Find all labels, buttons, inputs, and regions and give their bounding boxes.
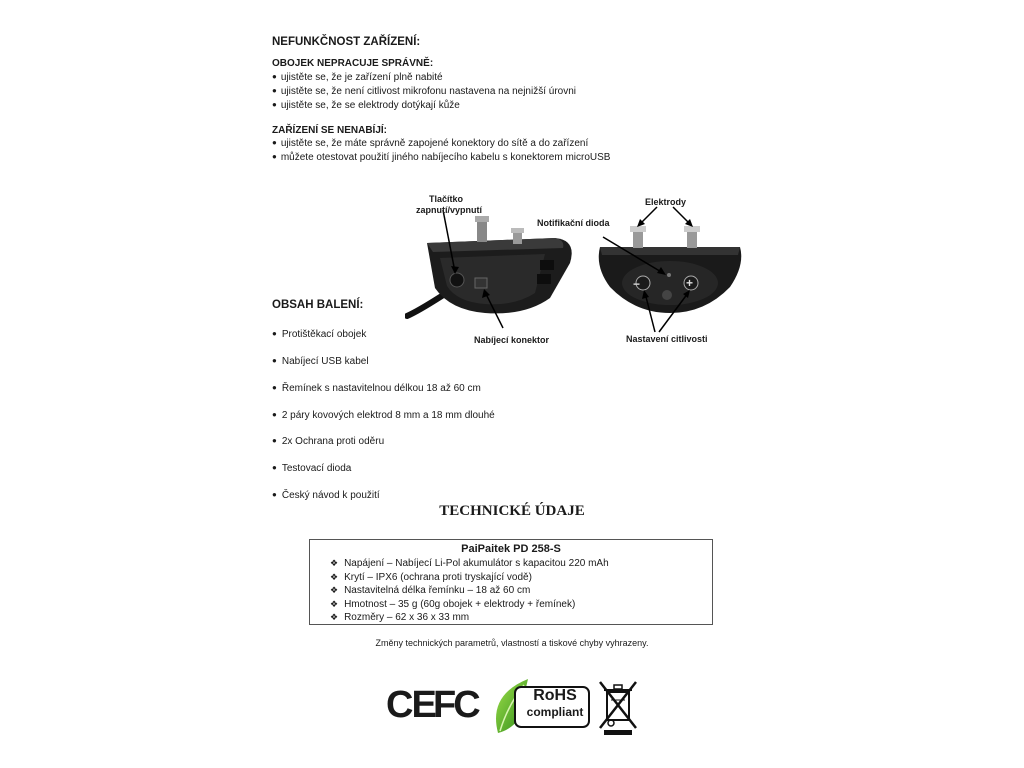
electrodes-label: Elektrody — [645, 197, 687, 207]
bullet: ● — [272, 383, 277, 392]
sensitivity-label: Nastavení citlivosti — [626, 334, 708, 344]
package-item-text: Protištěkací obojek — [281, 329, 367, 340]
technical-box — [309, 539, 713, 625]
spec-item — [330, 584, 712, 598]
collar-back-photo — [595, 195, 745, 340]
package-item — [272, 356, 369, 367]
spec-item — [330, 557, 712, 571]
rohs-text: RoHS — [533, 687, 577, 704]
spec-text: Nastavitelná délka řemínku – 18 až 60 cm — [344, 585, 531, 596]
package-item — [272, 436, 384, 447]
spec-text: Hmotnost – 35 g (60g obojek + elektrody + řemínek) — [344, 598, 576, 610]
package-title: OBSAH BALENÍ: — [272, 299, 364, 311]
spec-text: Rozměry – 62 x 36 x 33 mm — [344, 612, 470, 623]
list-item: ● ujistěte se, že máte správně zapojené konektory do sítě a do zařízení — [272, 137, 610, 151]
package-item-text: 2x Ochrana proti oděru — [281, 436, 385, 447]
power-button-label-line2: zapnutí/vypnutí — [416, 205, 482, 215]
spec-text: Krytí – IPX6 (ochrana proti tryskající vodě) — [344, 571, 532, 583]
package-item-text: Testovací dioda — [281, 463, 352, 474]
bullet: ● — [272, 490, 277, 499]
list-item: ● ujistěte se, že je zařízení plně nabité — [272, 71, 576, 85]
spec-list — [330, 557, 712, 625]
list-item: ● ujistěte se, že se elektrody dotýkají kůže — [272, 99, 576, 113]
package-item-text: 2 páry kovových elektrod 8 mm a 18 mm dlouhé — [281, 410, 495, 421]
spec-item — [330, 571, 712, 585]
technical-title: TECHNICKÉ ÚDAJE — [439, 503, 585, 519]
bullet: ● — [272, 436, 277, 445]
bullet: ❖ — [330, 585, 339, 595]
bullet: ❖ — [330, 612, 339, 622]
list-item: ● můžete otestovat použití jiného nabíjecího kabelu s konektorem microUSB — [272, 151, 610, 165]
package-item — [272, 490, 380, 501]
package-item — [272, 463, 351, 474]
weee-bin-icon — [598, 678, 640, 736]
package-item-text: Český návod k použití — [281, 490, 380, 501]
disclaimer-note: Změny technických parametrů, vlastností a tiskové chyby vyhrazeny. — [375, 638, 649, 648]
spec-text: Napájení – Nabíjecí Li-Pol akumulátor s kapacitou 220 mAh — [344, 558, 609, 569]
package-item — [272, 329, 366, 340]
package-item-text: Nabíjecí USB kabel — [281, 356, 369, 367]
bullet: ❖ — [330, 598, 339, 609]
bullet: ● — [272, 356, 277, 365]
package-item-text: Řemínek s nastavitelnou délkou 18 až 60 cm — [281, 383, 481, 394]
package-item — [272, 410, 495, 421]
bullet: ● — [272, 463, 277, 472]
bullet: ❖ — [330, 571, 339, 582]
model-name: PaiPaitek PD 258-S — [461, 543, 561, 555]
spec-item — [330, 611, 712, 625]
fcc-logo: FC — [433, 684, 478, 726]
notification-led-label: Notifikační dioda — [537, 218, 610, 228]
rohs-compliant-text: compliant — [526, 705, 584, 719]
bullet: ● — [272, 410, 277, 419]
collar-list — [272, 71, 576, 113]
charging-list — [272, 137, 610, 165]
bullet: ● — [272, 329, 277, 338]
power-button-label-line1: Tlačítko — [428, 194, 463, 204]
package-item — [272, 383, 481, 394]
collar-heading: OBOJEK NEPRACUJE SPRÁVNĚ: — [272, 58, 434, 69]
minus-button: − — [633, 277, 641, 291]
list-item: ● ujistěte se, že není citlivost mikrofonu nastavena na nejnižší úrovni — [272, 85, 576, 99]
charging-heading: ZAŘÍZENÍ SE NENABÍJÍ: — [272, 125, 388, 136]
charging-connector-label: Nabíjecí konektor — [474, 335, 550, 345]
plus-button: + — [686, 276, 694, 290]
ce-logo: CE — [386, 684, 435, 726]
spec-item — [330, 598, 712, 612]
troubleshooting-title: NEFUNKČNOST ZAŘÍZENÍ: — [272, 36, 421, 48]
power-button-label — [416, 194, 482, 216]
bullet: ❖ — [330, 558, 339, 568]
